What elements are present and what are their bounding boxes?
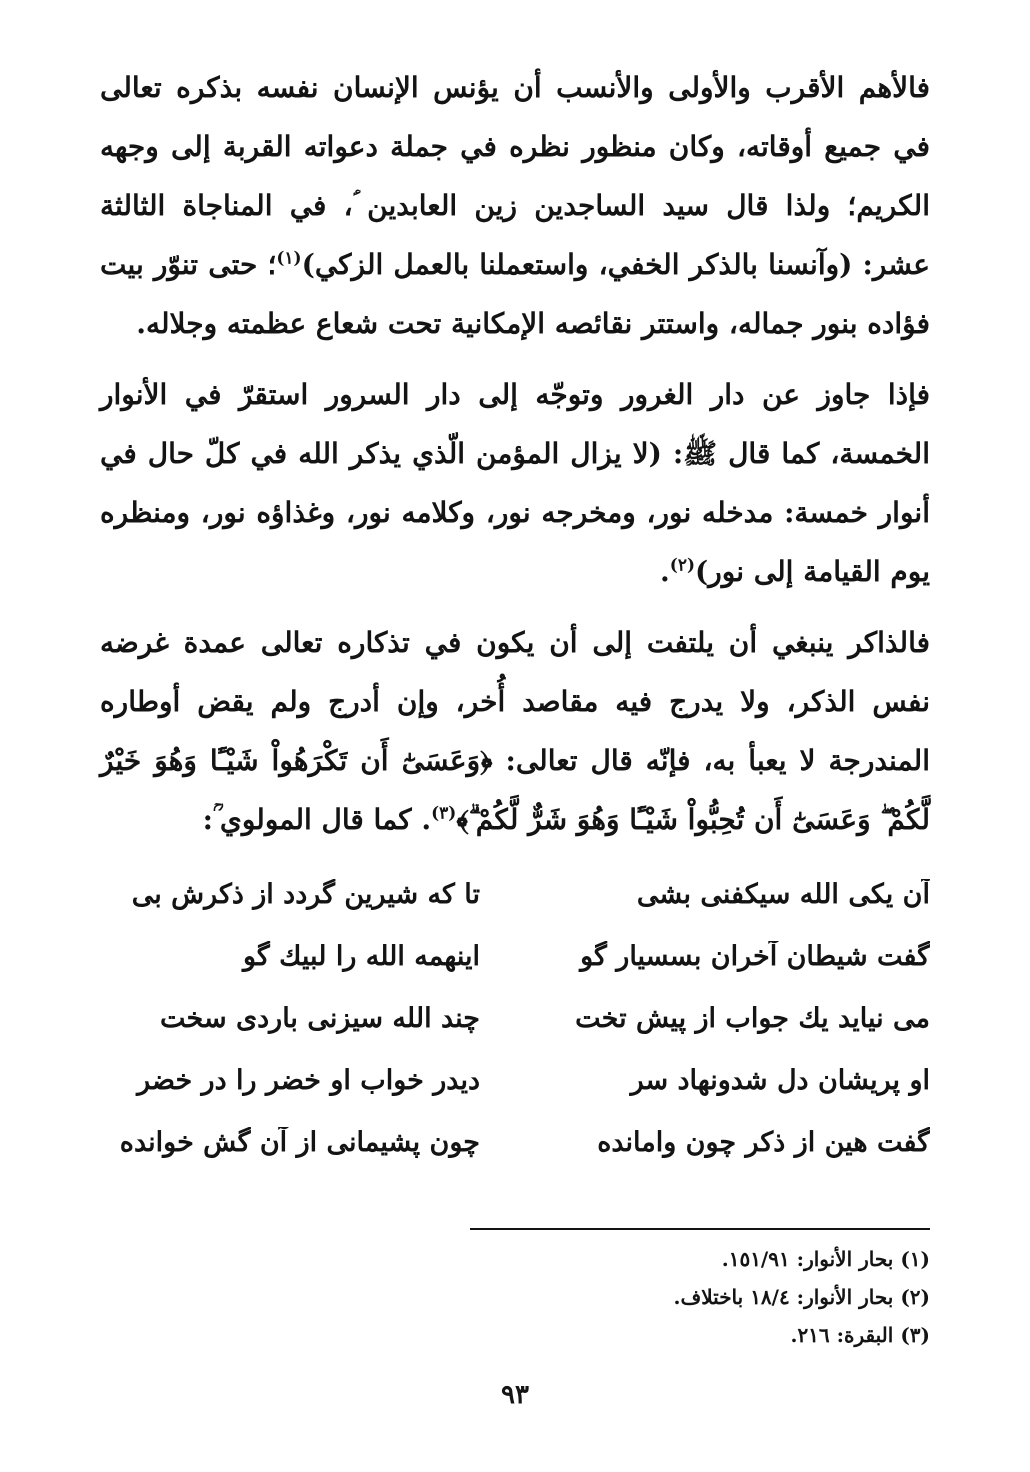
page-number: ٩٣ — [501, 1380, 529, 1410]
poem-verse — [100, 987, 930, 1049]
poem-verse — [100, 1111, 930, 1173]
verse-second-hemistich: تا كه شيرين گردد از ذكرش بى — [131, 878, 480, 910]
verse-first-hemistich: گفت هين از ذكر چون وامانده — [597, 1126, 930, 1158]
footnote-ref-3: (٣) — [431, 803, 457, 824]
paragraph-3-text: فالذاكر ينبغي أن يلتفت إلى أن يكون في تذكاره تعالى عمدة غرضه نفس الذكر، ولا يدرج فيه مقاصد أُخر، وإن أدرج ولم يقض أوطاره المندرجة لا يعبأ به، فإنّه قال تعالى: ﴿وَعَسَىٰٓ أَن تَكْرَهُواْ شَيْـًٔا وَهُوَ خَيْرٌ لَّكُمْ ۖ وَعَسَىٰٓ أَن تُحِبُّواْ شَيْـًٔا وَهُوَ شَرٌّ لَّكُمْ ۗ﴾ — [100, 626, 930, 836]
persian-poem — [100, 863, 930, 1173]
paragraph-1-tail: ؛ حتى تنوّر بيت فؤاده بنور جماله، واستتر نقائصه الإمكانية تحت شعاع عظمته وجلاله. — [100, 248, 930, 340]
paragraph-1 — [100, 58, 930, 353]
paragraph-3-tail: . كما قال المولوي ؒ: — [202, 803, 432, 836]
verse-first-hemistich: او پريشان دل شدونهاد سر — [630, 1064, 930, 1096]
poem-verse — [100, 925, 930, 987]
footnote-text: بحار الأنوار: ١٥١/٩١. — [721, 1247, 894, 1271]
paragraph-2-tail: . — [660, 555, 670, 588]
footnote-ref-1: (١) — [276, 248, 302, 269]
footnote-item — [100, 1240, 930, 1278]
footnote-number: (٣) — [900, 1323, 930, 1347]
verse-second-hemistich: ديدر خواب او خضر را در خضر — [137, 1064, 480, 1096]
verse-first-hemistich: آن يكى الله سيكفنى بشى — [636, 878, 930, 910]
poem-verse — [100, 1049, 930, 1111]
verse-first-hemistich: گفت شيطان آخران بسسيار گو — [580, 940, 930, 972]
paragraph-3 — [100, 613, 930, 849]
footnote-text: البقرة: ٢١٦. — [790, 1323, 894, 1347]
footnote-number: (٢) — [900, 1285, 930, 1309]
footnote-ref-2: (٢) — [669, 555, 696, 576]
footnote-number: (١) — [900, 1247, 930, 1271]
footnote-text: بحار الأنوار: ١٨/٤ باختلاف. — [673, 1285, 894, 1309]
paragraph-1-text: فالأهم الأقرب والأولى والأنسب أن يؤنس الإنسان نفسه بذكره تعالى في جميع أوقاته، وكان منظور نظره في جملة دعواته القربة إلى وجهه الكريم؛ ولذا قال سيد الساجدين زين العابدين ؑ، في المناجاة الثالثة عشر: (وآنسنا بالذكر الخفي، واستعملنا بالعمل الزكي) — [100, 71, 930, 281]
verse-first-hemistich: مى نيايد يك جواب از پيش تخت — [575, 1002, 930, 1034]
paragraph-2 — [100, 365, 930, 601]
verse-second-hemistich: چند الله سيزنى باردى سخت — [160, 1002, 480, 1034]
verse-second-hemistich: چون پشيمانى از آن گش خوانده — [119, 1126, 480, 1158]
footnote-divider — [470, 1228, 930, 1230]
verse-second-hemistich: اينهمه الله را لبيك گو — [242, 940, 480, 972]
paragraph-2-text: فإذا جاوز عن دار الغرور وتوجّه إلى دار السرور استقرّ في الأنوار الخمسة، كما قال ﷺ: (لا يزال المؤمن الّذي يذكر الله في كلّ حال في أنوار خمسة: مدخله نور، ومخرجه نور، وكلامه نور، وغذاؤه نور، ومنظره يوم القيامة إلى نور) — [100, 378, 930, 588]
footnote-item — [100, 1278, 930, 1316]
poem-verse — [100, 863, 930, 925]
footnotes — [100, 1240, 930, 1354]
footnote-item — [100, 1316, 930, 1354]
book-page — [100, 58, 930, 1428]
